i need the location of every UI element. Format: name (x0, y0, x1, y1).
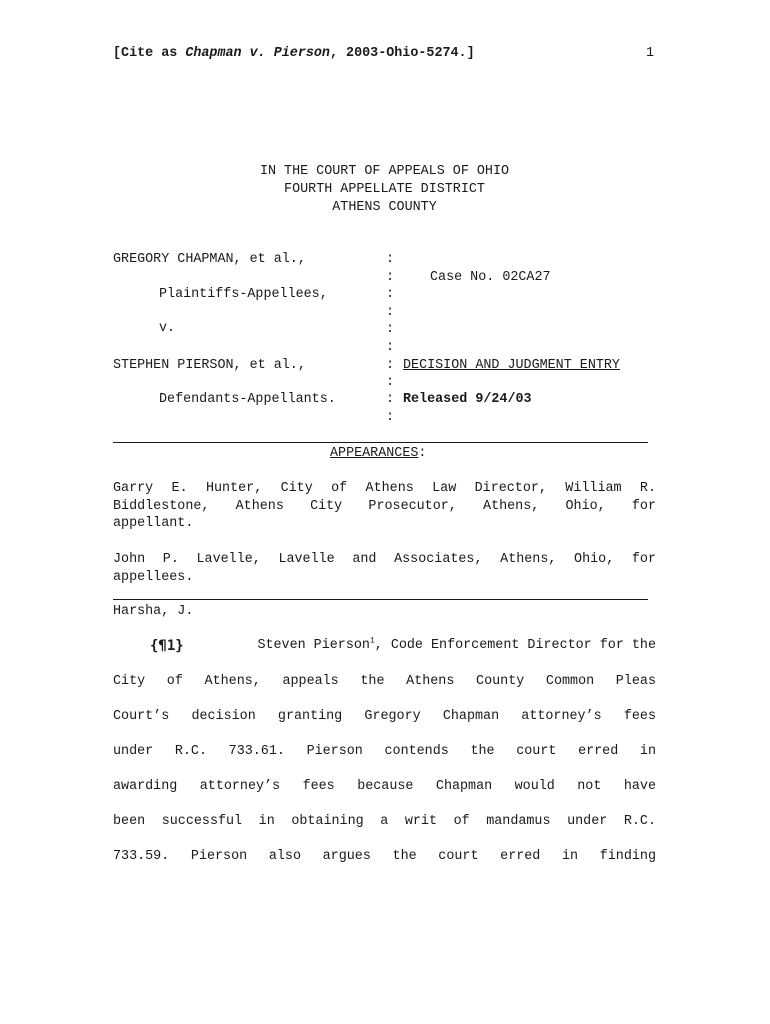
caption-colon: : (386, 410, 395, 425)
plaintiff-name: GREGORY CHAPMAN, et al., (113, 252, 306, 267)
opinion-line: City of Athens, appeals the Athens County Common Pleas (113, 674, 656, 689)
opinion-line: 733.59. Pierson also argues the court erred in finding (113, 849, 656, 864)
defendant-role: Defendants-Appellants. (159, 392, 336, 407)
party-name: Steven Pierson (257, 638, 370, 653)
page-number: 1 (646, 46, 655, 61)
divider-top (113, 442, 648, 443)
opinion-first-line-text (257, 638, 656, 654)
judge-name: Harsha, J. (113, 604, 194, 619)
opinion-line: Court’s decision granting Gregory Chapman attorney’s fees (113, 709, 656, 724)
case-number: Case No. 02CA27 (430, 270, 551, 285)
appellee-counsel-line: appellees. (113, 569, 194, 585)
divider-bottom (113, 599, 648, 600)
caption-colon: : (386, 375, 395, 390)
opinion-first-line (150, 638, 656, 654)
caption-colon: : (386, 252, 395, 267)
caption-colon: : (386, 287, 395, 302)
appearances-label: APPEARANCES (330, 446, 419, 461)
caption-colon: : (386, 305, 395, 320)
paragraph-marker: {¶1} (150, 638, 184, 654)
caption-colon: : (386, 340, 395, 355)
versus: v. (159, 321, 176, 336)
caption-colon: : (386, 322, 395, 337)
appellant-counsel (113, 480, 656, 533)
cite-suffix: , 2003-Ohio-5274.] (329, 46, 475, 61)
appellee-counsel-line: John P. Lavelle, Lavelle and Associates, Athens, Ohio, for (113, 552, 656, 567)
defendant-name: STEPHEN PIERSON, et al., (113, 358, 306, 373)
opinion-line: awarding attorney’s fees because Chapman would not have (113, 779, 656, 794)
release-date: Released 9/24/03 (403, 392, 532, 407)
court-district: FOURTH APPELLATE DISTRICT (284, 182, 485, 197)
cite-prefix: [Cite as (113, 46, 186, 61)
appearances-heading (330, 446, 426, 461)
court-name: IN THE COURT OF APPEALS OF OHIO (259, 164, 510, 179)
caption-colon: : (386, 270, 395, 285)
appellant-counsel-line: Biddlestone, Athens City Prosecutor, Athens, Ohio, for (113, 498, 656, 514)
opinion-line: under R.C. 733.61. Pierson contends the court erred in (113, 744, 656, 759)
caption-colon: : (386, 392, 395, 407)
footnote-ref: 1 (369, 636, 375, 646)
plaintiff-role: Plaintiffs-Appellees, (159, 287, 328, 302)
appellee-counsel (113, 551, 656, 586)
cite-case-name: Chapman v. Pierson (185, 46, 330, 61)
decision-title: DECISION AND JUDGMENT ENTRY (403, 358, 620, 373)
appearances-colon: : (418, 446, 427, 461)
appellant-counsel-line: appellant. (113, 516, 194, 531)
first-line-rest: , Code Enforcement Director for the (374, 638, 656, 653)
opinion-line: been successful in obtaining a writ of mandamus under R.C. (113, 814, 656, 829)
caption-colon: : (386, 358, 395, 373)
appellant-counsel-line: Garry E. Hunter, City of Athens Law Director, William R. (113, 481, 656, 496)
citation-header (113, 46, 475, 61)
court-county: ATHENS COUNTY (332, 200, 437, 215)
